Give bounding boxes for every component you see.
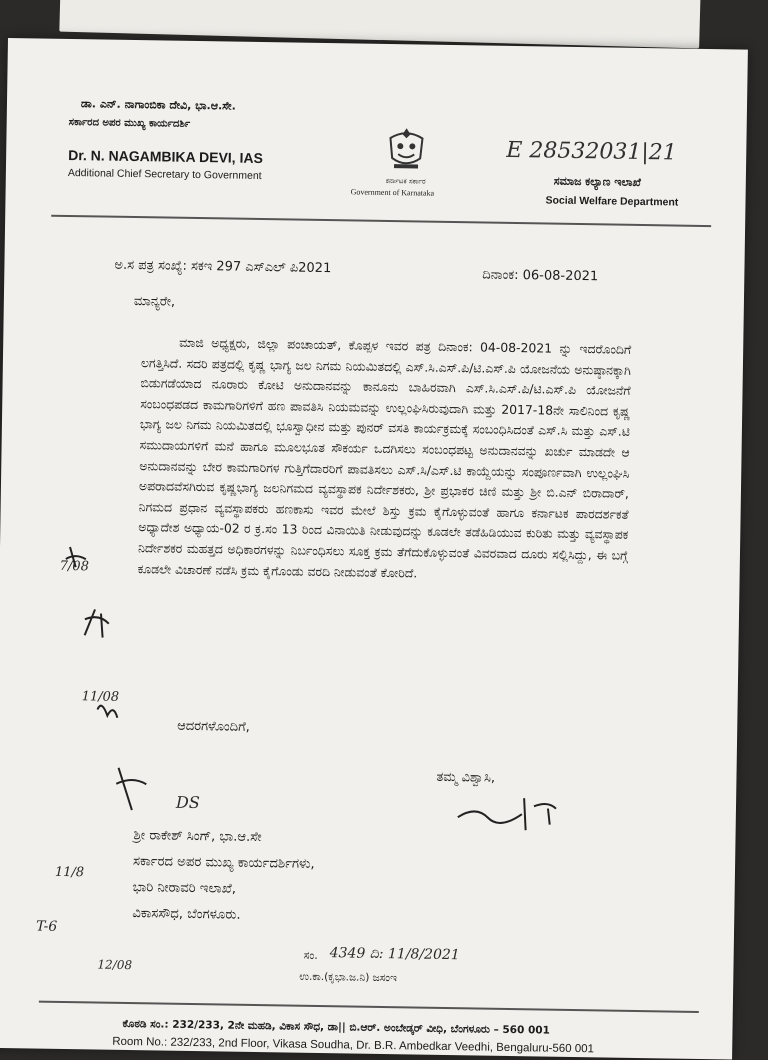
- footer-address: Room No.: 232/233, 2nd Floor, Vikasa Soudha, Dr. B.R. Ambedkar Veedhi, Bengaluru-560 001: [112, 1035, 595, 1056]
- margin-initials-icon: [112, 760, 173, 821]
- department-name: Social Welfare Department: [545, 194, 679, 209]
- addressee-name: ಶ್ರೀ ರಾಕೇಶ್ ಸಿಂಗ್, ಭಾ.ಆ.ಸೇ: [133, 828, 262, 846]
- emblem-caption: Government of Karnataka: [350, 187, 435, 198]
- margin-note: 7/08: [59, 558, 90, 575]
- letter-page: [0, 38, 748, 1059]
- sender-name-kannada: ಡಾ. ಎನ್. ನಾಗಾಂಬಿಕಾ ದೇವಿ, ಭಾ.ಆ.ಸೇ.: [80, 97, 236, 113]
- yours-faithfully: ತಮ್ಮ ವಿಶ್ವಾಸಿ,: [436, 769, 496, 786]
- margin-note: 12/08: [97, 957, 133, 973]
- margin-note: 11/8: [54, 864, 85, 881]
- margin-note: T-6: [35, 918, 58, 935]
- body-paragraph: ಮಾಜಿ ಅಧ್ಯಕ್ಷರು, ಜಿಲ್ಲಾ ಪಂಚಾಯತ್, ಕೊಪ್ಪಳ ಇವರ ಪತ್ರ ದಿನಾಂಕ: 04-08-2021 ನ್ನು ಇದರೊಂದಿಗೆ ಲಗತ್ತಿಸಿದೆ. ಸದರಿ ಪತ್ರದಲ್ಲಿ ಕೃಷ್ಣ ಭಾಗ್ಯ ಜಲ ನಿಗಮ ನಿಯಮಿತದಲ್ಲಿ ಎಸ್.ಸಿ.ಎಸ್.ಪಿ/ಟಿ.ಎಸ್.ಪಿ ಯೋಜನೆಯ ಅನುಷ್ಠಾನಕ್ಕಾಗಿ ಬಿಡುಗಡೆಯಾದ ನೂರಾರು ಕೋಟಿ ಅನುದಾನವನ್ನು ಕಾನೂನು ಬಾಹಿರವಾಗಿ ಎಸ್.ಸಿ.ಎಸ್.ಪಿ/ಟಿ.ಎಸ್.ಪಿ ಯೋಜನೆಗೆ ಸಂಬಂಧಪಡದ ಕಾಮಗಾರಿಗಳಿಗೆ ಹಣ ಪಾವತಿಸಿ ನಿಯಮವನ್ನು ಉಲ್ಲಂಘಿಸಿರುವುದಾಗಿ ಮತ್ತು 2017-18ನೇ ಸಾಲಿನಿಂದ ಕೃಷ್ಣ ಭಾಗ್ಯ ಜಲ ನಿಗಮ ನಿಯಮಿತದಲ್ಲಿ ಭೂಸ್ವಾಧೀನ ಮತ್ತು ಪುನರ್ ವಸತಿ ಕಾರ್ಯಕ್ರಮಕ್ಕೆ ಸಂಬಂಧಿಸಿದಂತೆ ಎಸ್.ಸಿ ಮತ್ತು ಎಸ್.ಟಿ ಸಮುದಾಯಗಳಿಗೆ ಮನೆ ಹಾಗೂ ಮೂಲಭೂತ ಸೌಕರ್ಯ ಒದಗಿಸಲು ಸಂಬಂಧಪಟ್ಟ ಅನುದಾನವನ್ನು ಖರ್ಚು ಮಾಡದೇ ಆ ಅನುದಾನವನ್ನು ಬೇರ ಕಾಮಗಾರಿಗಳ ಗುತ್ತಿಗೆದಾರರಿಗೆ ಪಾವತಿಸಲು ಎಸ್.ಸಿ/ಎಸ್.ಟಿ ಕಾಯ್ದೆಯನ್ನು ಸಂಪೂರ್ಣವಾಗಿ ಉಲ್ಲಂಘಿಸಿ ಅಪರಾದವೆಸಗಿರುವ ಕೃಷ್ಣಭಾಗ್ಯ ಜಲನಿಗಮದ ವ್ಯವಸ್ಥಾಪಕ ನಿರ್ದೇಶಕರು, ಶ್ರೀ ಪ್ರಭಾಕರ ಚಿಣಿ ಮತ್ತು ಶ್ರೀ ಬಿ.ಎನ್ ಬಿರಾದಾರ್, ನಿಗಮದ ಪ್ರಧಾನ ವ್ಯವಸ್ಥಾಪಕರು ಹಣಕಾಸು ಇವರ ಮೇಲೆ ಶಿಸ್ತು ಕ್ರಮ ಕೈಗೊಳ್ಳುವಂತೆ ಹಾಗೂ ಕರ್ನಾಟಕ ಪಾರದರ್ಶಕತೆ ಅಧ್ಯಾದೇಶ ಅಧ್ಯಾಯ-02 ರ ಕ್ರ.ಸಂ 13 ರಿಂದ ವಿನಾಯಿತಿ ನೀಡುವುದನ್ನು ಕೂಡಲೇ ತಡೆಹಿಡಿಯುವ ಕುರಿತು ಮತ್ತು ವ್ಯವಸ್ಥಾಪಕ ನಿರ್ದೇಶಕರ ಮಹತ್ತದ ಅಧಿಕಾರಗಳನ್ನು ನಿರ್ಬಂಧಿಸಲು ಸೂಕ್ತ ಕ್ರಮ ತೆಗೆದುಕೊಳ್ಳುವಂತೆ ವಿವರವಾದ ದೂರು ಸಲ್ಲಿಸಿದ್ದು, ಈ ಬಗ್ಗೆ ಕೂಡಲೇ ವಿಚಾರಣೆ ನಡೆಸಿ ಕ್ರಮ ಕೈಗೊಂಡು ವರದಿ ನೀಡುವಂತೆ ಕೋರಿದೆ.: [137, 334, 632, 581]
- sender-designation-kannada: ಸರ್ಕಾರದ ಅಪರ ಮುಖ್ಯ ಕಾರ್ಯದರ್ಶಿ: [68, 116, 191, 130]
- inward-label: ಸಂ.: [303, 948, 318, 962]
- letter-number: ಅ.ಸ ಪತ್ರ ಸಂಖ್ಯೆ: ಸಕಇ 297 ಎಸ್ಎಲ್ ಪಿ2021: [114, 257, 332, 277]
- letter-body: [138, 332, 632, 587]
- department-kannada: ಸಮಾಜ ಕಲ್ಯಾಣ ಇಲಾಖೆ: [553, 174, 642, 189]
- sender-designation: Additional Chief Secretary to Government: [67, 166, 262, 183]
- handwritten-reference: E 28532031|21: [506, 137, 677, 166]
- letter-date: ದಿನಾಂಕ: 06-08-2021: [482, 267, 599, 285]
- addressee-department: ಭಾರಿ ನೀರಾವರಿ ಇಲಾಖೆ,: [132, 880, 237, 897]
- closing: ಆದರಗಳೊಂದಿಗೆ,: [177, 718, 250, 735]
- header-divider: [51, 215, 711, 227]
- salutation: ಮಾನ್ಯರೇ,: [133, 294, 176, 310]
- signature-icon: [452, 793, 573, 835]
- addressee-location: ವಿಕಾಸಸೌಧ, ಬೆಂಗಳೂರು.: [132, 906, 241, 923]
- sender-name: Dr. N. NAGAMBIKA DEVI, IAS: [68, 146, 264, 167]
- emblem-caption-kannada: ಕರ್ನಾಟಕ ಸರ್ಕಾರ: [385, 176, 426, 186]
- margin-initials-icon: [53, 539, 146, 740]
- margin-note: 11/08: [81, 689, 120, 705]
- addressee-block: [132, 823, 315, 930]
- state-emblem-icon: [376, 124, 437, 175]
- footer-address-kannada: ಕೊಠಡಿ ಸಂ.: 232/233, 2ನೇ ಮಹಡಿ, ವಿಕಾಸ ಸೌಧ, ಡಾ|| ಬಿ.ಆರ್. ಅಂಬೇಡ್ಕರ್ ವೀಧಿ, ಬೆಂಗಳೂರು – 560 001: [122, 1017, 551, 1037]
- margin-note: DS: [175, 792, 200, 813]
- addressee-designation: ಸರ್ಕಾರದ ಅಪರ ಮುಖ್ಯ ಕಾರ್ಯದರ್ಶಿಗಳು,: [132, 854, 315, 872]
- inward-section: ಉ.ಕಾ.(ಕೃಭಾ.ಜ.ನಿ) ಜಸಂಇ: [299, 970, 397, 985]
- inward-number: 4349 ದಿ: 11/8/2021: [329, 945, 460, 964]
- footer-divider: [39, 1001, 699, 1013]
